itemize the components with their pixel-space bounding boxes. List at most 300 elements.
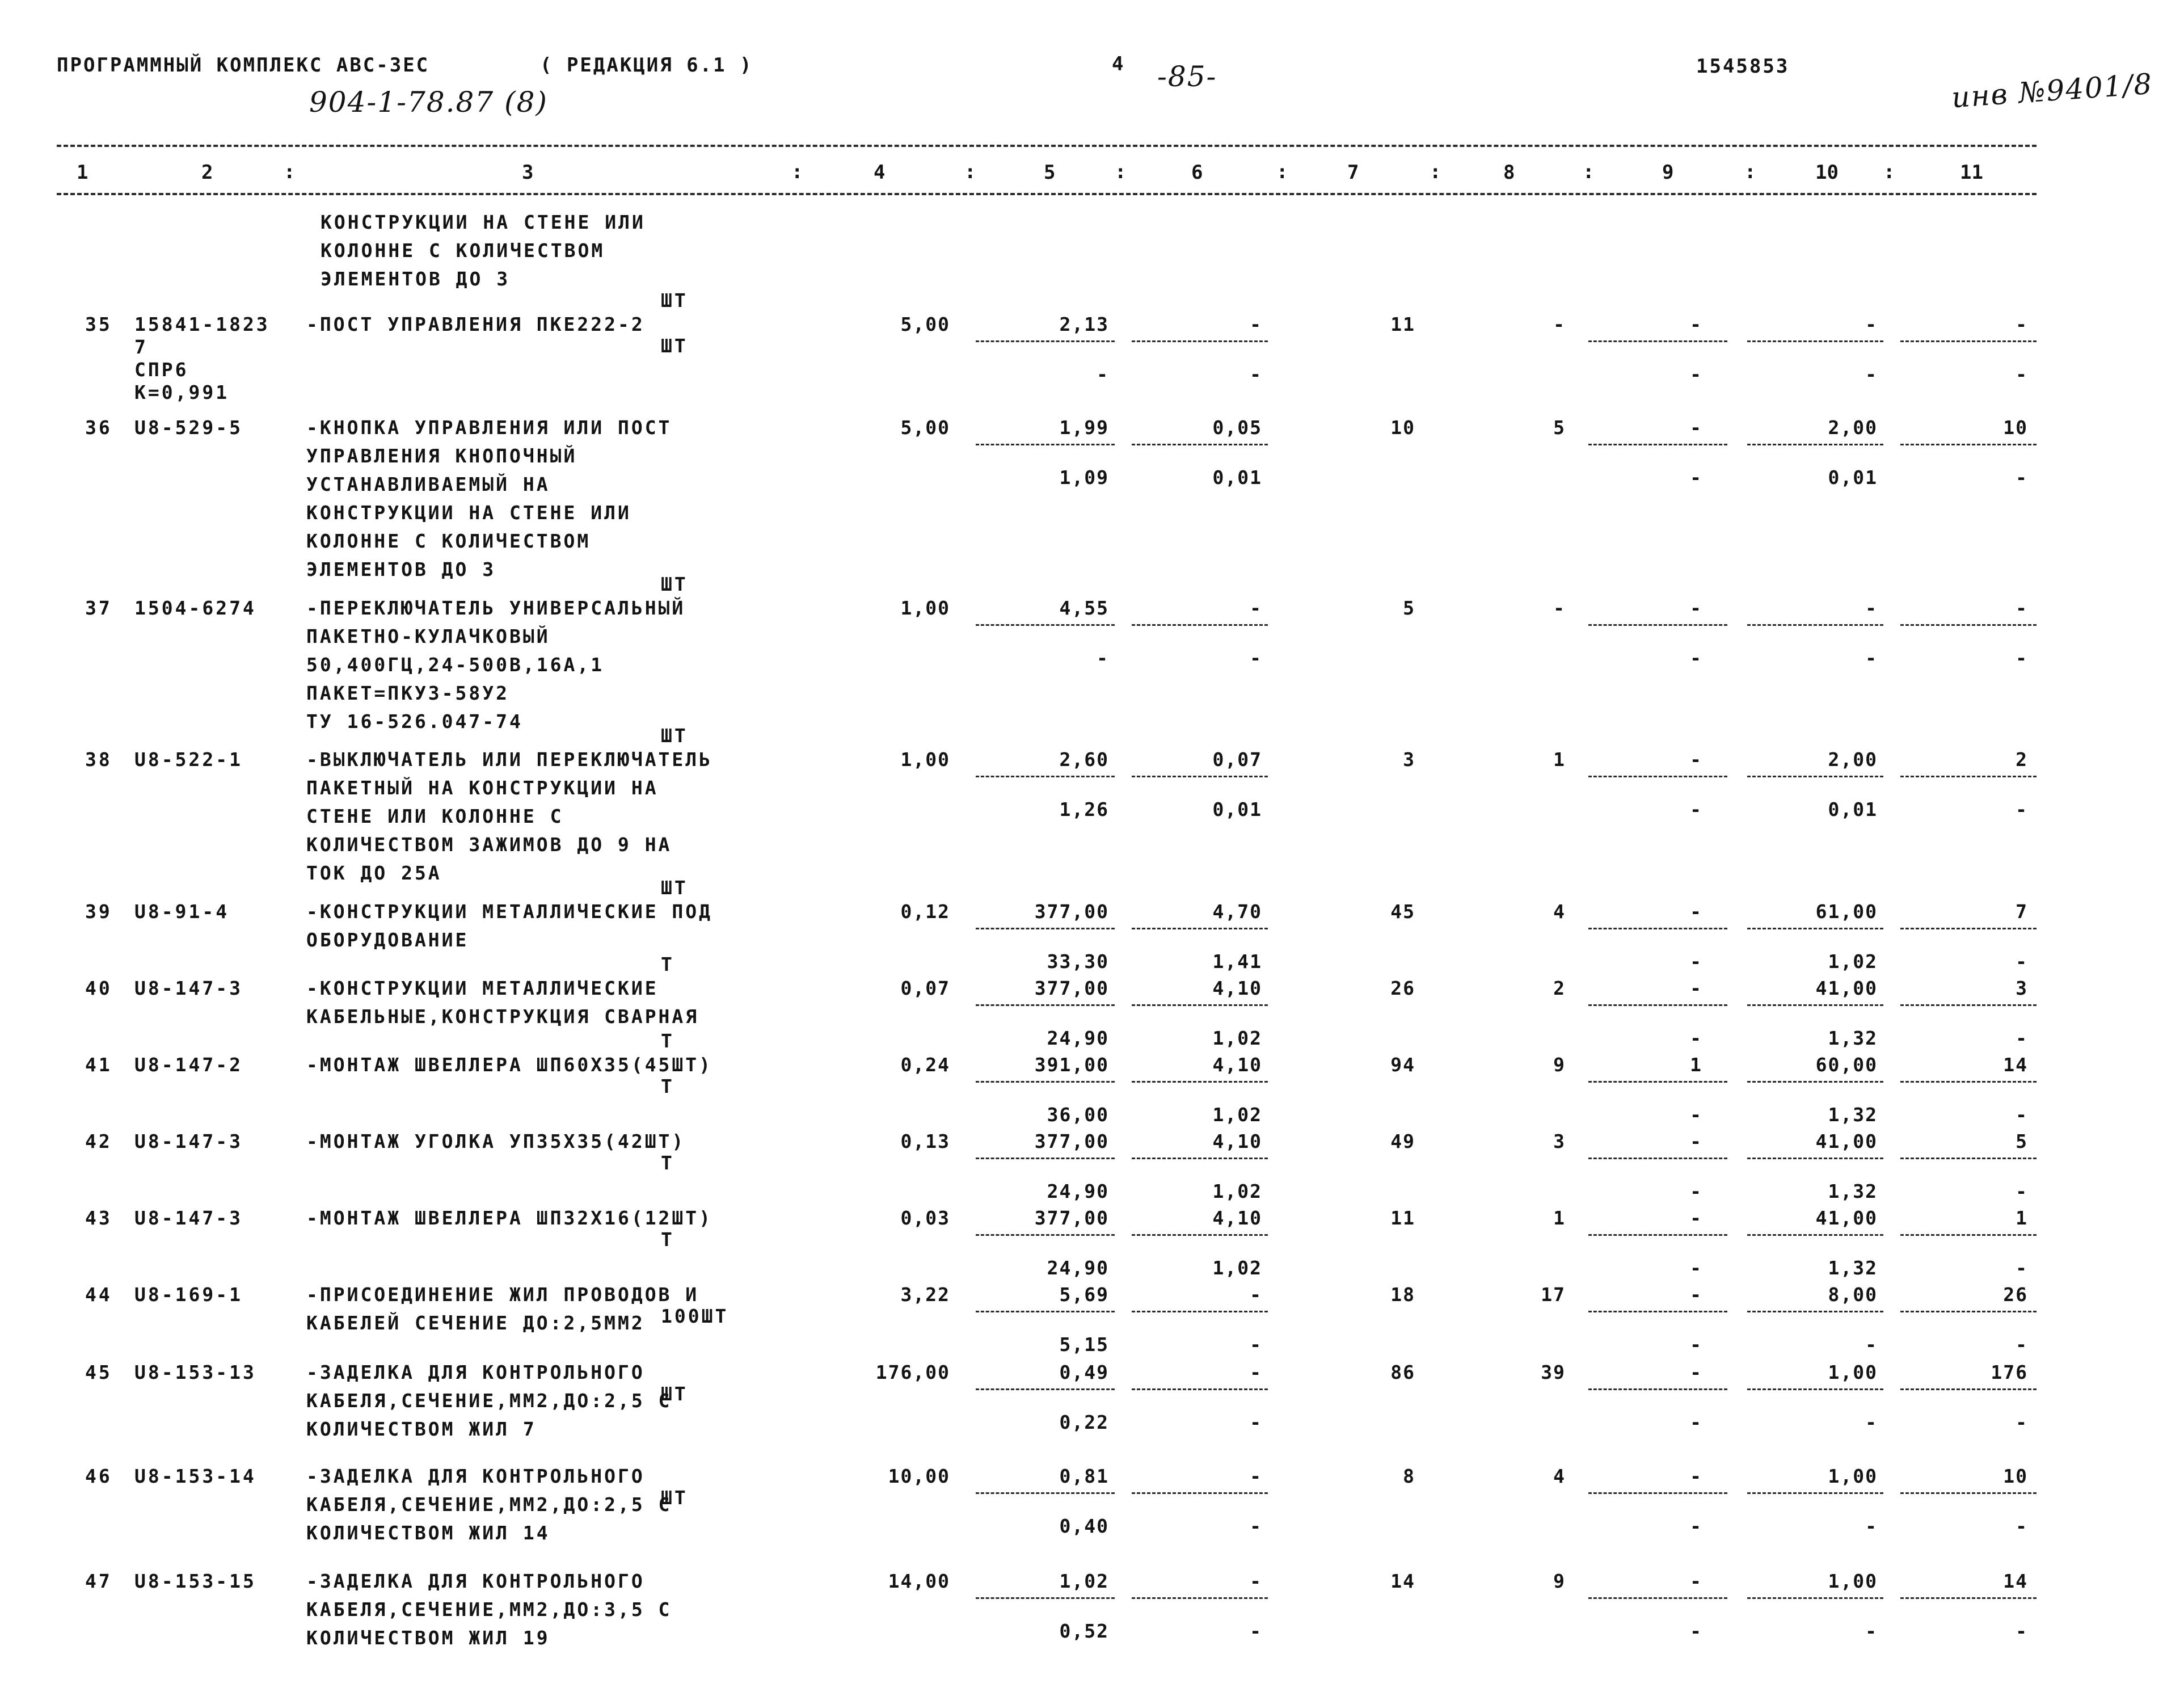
col6-value: - xyxy=(1250,1570,1262,1592)
col10-value-lower: 0,01 xyxy=(1828,466,1878,489)
col7-value: 5 xyxy=(1403,597,1415,619)
col4-quantity: 1,00 xyxy=(900,748,950,771)
cell-divider xyxy=(1747,1234,1883,1236)
col10-value: - xyxy=(1865,597,1878,619)
col9-value: - xyxy=(1690,1283,1702,1306)
col8-value: 1 xyxy=(1553,1207,1566,1229)
work-description-line: ОБОРУДОВАНИЕ xyxy=(306,929,469,951)
unit-label: ШТ xyxy=(661,335,688,357)
col11-value-lower: - xyxy=(2016,798,2028,820)
rate-code: U8-91-4 xyxy=(134,900,230,923)
col9-value-lower: - xyxy=(1690,1515,1702,1537)
cell-divider xyxy=(1900,1597,2037,1599)
cell-divider xyxy=(976,1311,1115,1312)
column-separator: : xyxy=(964,161,976,183)
col10-value-lower: - xyxy=(1865,647,1878,669)
col4-quantity: 0,24 xyxy=(900,1054,950,1076)
work-description-line: -ЗАДЕЛКА ДЛЯ КОНТРОЛЬНОГО xyxy=(306,1361,645,1383)
work-description-line: КОЛОННЕ С КОЛИЧЕСТВОМ xyxy=(306,530,591,552)
work-description-line: -КНОПКА УПРАВЛЕНИЯ ИЛИ ПОСТ xyxy=(306,416,672,439)
col10-value-lower: 1,02 xyxy=(1828,950,1878,973)
col5-value-lower: 1,09 xyxy=(1059,466,1109,489)
work-description-line: ТОК ДО 25А xyxy=(306,862,442,884)
work-description-line: КАБЕЛЯ,СЕЧЕНИЕ,ММ2,ДО:2,5 С xyxy=(306,1493,672,1516)
column-separator: : xyxy=(1583,161,1595,183)
project-code: 904-1-78.87 (8) xyxy=(309,86,548,119)
col5-value: 377,00 xyxy=(1034,1130,1109,1152)
cell-divider xyxy=(1747,1311,1883,1312)
cell-divider xyxy=(1588,1158,1727,1159)
col9-value: - xyxy=(1690,748,1702,771)
col9-value-lower: - xyxy=(1690,1027,1702,1049)
col11-value-lower: - xyxy=(2016,1411,2028,1433)
cell-divider xyxy=(1588,1311,1727,1312)
col11-value: 176 xyxy=(1991,1361,2028,1383)
col10-value: 8,00 xyxy=(1828,1283,1878,1306)
col5-value-lower: 0,40 xyxy=(1059,1515,1109,1537)
sheet-mark: 4 xyxy=(1112,53,1125,75)
col4-quantity: 0,12 xyxy=(900,900,950,923)
col6-value-lower: 1,02 xyxy=(1212,1257,1262,1279)
col9-value-lower: - xyxy=(1690,798,1702,820)
work-description-line: -МОНТАЖ ШВЕЛЛЕРА ШП60Х35(45ШТ) xyxy=(306,1054,713,1076)
col8-value: 4 xyxy=(1553,1465,1566,1487)
work-description-line: -ПОСТ УПРАВЛЕНИЯ ПКЕ222-2 xyxy=(306,313,645,335)
col6-value-lower: 1,41 xyxy=(1212,950,1262,973)
col7-value: 3 xyxy=(1403,748,1415,771)
rate-code-extra: К=0,991 xyxy=(134,381,230,403)
col5-value-lower: - xyxy=(1097,363,1109,385)
row-number: 45 xyxy=(85,1361,112,1383)
col6-value-lower: 0,01 xyxy=(1212,466,1262,489)
col6-value-lower: 1,02 xyxy=(1212,1027,1262,1049)
row-number: 47 xyxy=(85,1570,112,1592)
col4-quantity: 14,00 xyxy=(888,1570,950,1592)
col5-value-lower: 36,00 xyxy=(1047,1104,1109,1126)
col9-value-lower: - xyxy=(1690,1180,1702,1202)
col7-value: 10 xyxy=(1390,416,1415,439)
column-header-9: 9 xyxy=(1662,161,1674,184)
col5-value: 2,60 xyxy=(1059,748,1109,771)
work-description-line: КАБЕЛЬНЫЕ,КОНСТРУКЦИЯ СВАРНАЯ xyxy=(306,1005,699,1028)
unit-label: Т xyxy=(661,1075,674,1097)
col9-value: - xyxy=(1690,597,1702,619)
col11-value-lower: - xyxy=(2016,1333,2028,1356)
col8-value: 9 xyxy=(1553,1570,1566,1592)
col8-value: 9 xyxy=(1553,1054,1566,1076)
column-separator: : xyxy=(791,161,803,183)
column-header-2: 2 xyxy=(201,161,213,184)
cell-divider xyxy=(1132,624,1268,626)
col9-value-lower: - xyxy=(1690,363,1702,385)
rate-code: U8-153-15 xyxy=(134,1570,256,1592)
col5-value: 2,13 xyxy=(1059,313,1109,335)
page-number: -85- xyxy=(1157,60,1217,93)
row-number: 44 xyxy=(85,1283,112,1306)
work-description-line: ПАКЕТНО-КУЛАЧКОВЫЙ xyxy=(306,625,550,647)
rate-code: U8-153-14 xyxy=(134,1465,256,1487)
col11-value: - xyxy=(2016,597,2028,619)
column-header-5: 5 xyxy=(1044,161,1056,184)
col11-value: 1 xyxy=(2016,1207,2028,1229)
col4-quantity: 10,00 xyxy=(888,1465,950,1487)
rate-code: U8-147-3 xyxy=(134,977,243,999)
column-header-10: 10 xyxy=(1815,161,1839,184)
col7-value: 8 xyxy=(1403,1465,1415,1487)
col5-value-lower: 1,26 xyxy=(1059,798,1109,820)
col9-value-lower: - xyxy=(1690,1411,1702,1433)
cell-divider xyxy=(1588,1388,1727,1390)
cell-divider xyxy=(1747,928,1883,929)
rate-code: U8-147-2 xyxy=(134,1054,243,1076)
work-description-line: -МОНТАЖ УГОЛКА УП35Х35(42ШТ) xyxy=(306,1130,686,1152)
col11-value: 2 xyxy=(2016,748,2028,771)
rate-code: U8-522-1 xyxy=(134,748,243,771)
col10-value-lower: - xyxy=(1865,1515,1878,1537)
col8-value: 39 xyxy=(1541,1361,1566,1383)
rate-code: U8-147-3 xyxy=(134,1130,243,1152)
col8-value: 2 xyxy=(1553,977,1566,999)
row-number: 41 xyxy=(85,1054,112,1076)
col5-value: 4,55 xyxy=(1059,597,1109,619)
rate-code-extra: СПР6 xyxy=(134,359,189,381)
rate-code-extra: 7 xyxy=(134,336,148,358)
col10-value: 41,00 xyxy=(1815,977,1878,999)
column-separator: : xyxy=(1115,161,1127,183)
col11-value-lower: - xyxy=(2016,647,2028,669)
program-title: ПРОГРАММНЫЙ КОМПЛЕКС АВС-ЗЕС xyxy=(57,54,430,77)
col4-quantity: 1,00 xyxy=(900,597,950,619)
col8-value: - xyxy=(1553,313,1566,335)
cell-divider xyxy=(1132,1597,1268,1599)
col9-value-lower: - xyxy=(1690,1620,1702,1642)
cell-divider xyxy=(1747,1004,1883,1006)
work-description-line: КОЛИЧЕСТВОМ ЖИЛ 7 xyxy=(306,1418,537,1440)
col5-value-lower: 24,90 xyxy=(1047,1027,1109,1049)
col9-value: - xyxy=(1690,416,1702,439)
rate-code: U8-153-13 xyxy=(134,1361,256,1383)
col8-value: 1 xyxy=(1553,748,1566,771)
header-rule-bottom xyxy=(57,193,2037,195)
unit-label: Т xyxy=(661,1030,674,1052)
col5-value-lower: 0,22 xyxy=(1059,1411,1109,1433)
cell-divider xyxy=(1588,1004,1727,1006)
col7-value: 11 xyxy=(1390,1207,1415,1229)
inventory-note: инв №9401/8 xyxy=(1950,67,2154,115)
col11-value-lower: - xyxy=(2016,1180,2028,1202)
col9-value: - xyxy=(1690,313,1702,335)
unit-label: ШТ xyxy=(661,725,688,747)
col9-value-lower: - xyxy=(1690,950,1702,973)
work-description-line: -КОНСТРУКЦИИ МЕТАЛЛИЧЕСКИЕ xyxy=(306,977,659,999)
unit-label: 100ШТ xyxy=(661,1305,729,1327)
work-description-line: -ЗАДЕЛКА ДЛЯ КОНТРОЛЬНОГО xyxy=(306,1465,645,1487)
col6-value: 4,10 xyxy=(1212,1207,1262,1229)
cell-divider xyxy=(1900,624,2037,626)
unit-label: Т xyxy=(661,1152,674,1174)
cell-divider xyxy=(1588,776,1727,777)
col9-value: - xyxy=(1690,1570,1702,1592)
col9-value: - xyxy=(1690,1130,1702,1152)
col6-value: - xyxy=(1250,1361,1262,1383)
work-description-line: КАБЕЛЯ,СЕЧЕНИЕ,ММ2,ДО:3,5 С xyxy=(306,1598,672,1621)
row-number: 43 xyxy=(85,1207,112,1229)
work-description-line: ПАКЕТ=ПКУ3-58У2 xyxy=(306,682,510,704)
work-description-line: -ВЫКЛЮЧАТЕЛЬ ИЛИ ПЕРЕКЛЮЧАТЕЛЬ xyxy=(306,748,713,771)
cell-divider xyxy=(1747,624,1883,626)
col5-value-lower: 24,90 xyxy=(1047,1257,1109,1279)
work-description-line: ЭЛЕМЕНТОВ ДО 3 xyxy=(306,558,496,580)
work-description-line: 50,400ГЦ,24-500В,16А,1 xyxy=(306,654,605,676)
cell-divider xyxy=(1132,1158,1268,1159)
rate-code: U8-529-5 xyxy=(134,416,243,439)
col11-value: 3 xyxy=(2016,977,2028,999)
cell-divider xyxy=(976,1492,1115,1494)
col10-value-lower: - xyxy=(1865,1411,1878,1433)
row-number: 40 xyxy=(85,977,112,999)
column-header-6: 6 xyxy=(1191,161,1203,184)
cell-divider xyxy=(1747,1597,1883,1599)
col6-value-lower: - xyxy=(1250,1333,1262,1356)
work-description-line: КАБЕЛЕЙ СЕЧЕНИЕ ДО:2,5ММ2 xyxy=(306,1312,645,1334)
col10-value-lower: 0,01 xyxy=(1828,798,1878,820)
cell-divider xyxy=(1132,340,1268,342)
unit-label: ШТ xyxy=(661,573,688,595)
col8-value: 4 xyxy=(1553,900,1566,923)
col11-value: 14 xyxy=(2003,1570,2028,1592)
col11-value: - xyxy=(2016,313,2028,335)
unit-label: Т xyxy=(661,1228,674,1251)
cell-divider xyxy=(1588,1081,1727,1083)
cell-divider xyxy=(1132,928,1268,929)
cell-divider xyxy=(1900,1311,2037,1312)
col11-value: 14 xyxy=(2003,1054,2028,1076)
row-number: 35 xyxy=(85,313,112,335)
col6-value: - xyxy=(1250,597,1262,619)
cell-divider xyxy=(1132,1234,1268,1236)
row-number: 46 xyxy=(85,1465,112,1487)
col6-value: - xyxy=(1250,313,1262,335)
cell-divider xyxy=(1747,1158,1883,1159)
col9-value-lower: - xyxy=(1690,647,1702,669)
col6-value-lower: 1,02 xyxy=(1212,1180,1262,1202)
column-header-3: 3 xyxy=(522,161,534,184)
col11-value-lower: - xyxy=(2016,1104,2028,1126)
col5-value: 0,49 xyxy=(1059,1361,1109,1383)
work-description-line: -МОНТАЖ ШВЕЛЛЕРА ШП32Х16(12ШТ) xyxy=(306,1207,713,1229)
unit-label: Т xyxy=(661,953,674,975)
continued-description-line: КОЛОННЕ С КОЛИЧЕСТВОМ xyxy=(321,239,605,262)
col5-value: 377,00 xyxy=(1034,1207,1109,1229)
col6-value-lower: - xyxy=(1250,363,1262,385)
cell-divider xyxy=(1900,1388,2037,1390)
col6-value: 4,10 xyxy=(1212,1130,1262,1152)
col5-value-lower: 24,90 xyxy=(1047,1180,1109,1202)
col10-value-lower: - xyxy=(1865,1333,1878,1356)
col7-value: 26 xyxy=(1390,977,1415,999)
col5-value-lower: - xyxy=(1097,647,1109,669)
col9-value: - xyxy=(1690,900,1702,923)
col10-value-lower: 1,32 xyxy=(1828,1104,1878,1126)
col9-value-lower: - xyxy=(1690,1257,1702,1279)
cell-divider xyxy=(1588,340,1727,342)
col5-value: 391,00 xyxy=(1034,1054,1109,1076)
col5-value-lower: 33,30 xyxy=(1047,950,1109,973)
col6-value-lower: - xyxy=(1250,1620,1262,1642)
col4-quantity: 0,03 xyxy=(900,1207,950,1229)
col7-value: 94 xyxy=(1390,1054,1415,1076)
col5-value: 1,99 xyxy=(1059,416,1109,439)
cell-divider xyxy=(1132,1311,1268,1312)
work-description-line: СТЕНЕ ИЛИ КОЛОННЕ С xyxy=(306,805,564,827)
col9-value-lower: - xyxy=(1690,1333,1702,1356)
cell-divider xyxy=(976,1234,1115,1236)
cell-divider xyxy=(1588,1492,1727,1494)
col8-value: 17 xyxy=(1541,1283,1566,1306)
col11-value-lower: - xyxy=(2016,466,2028,489)
col10-value: 2,00 xyxy=(1828,416,1878,439)
col10-value-lower: 1,32 xyxy=(1828,1027,1878,1049)
unit-label: ШТ xyxy=(661,1487,688,1509)
cell-divider xyxy=(1747,444,1883,445)
work-description-line: -ПЕРЕКЛЮЧАТЕЛЬ УНИВЕРСАЛЬНЫЙ xyxy=(306,597,686,619)
column-separator: : xyxy=(284,161,296,183)
work-description-line: КОЛИЧЕСТВОМ ЖИЛ 14 xyxy=(306,1522,550,1544)
col10-value: 61,00 xyxy=(1815,900,1878,923)
work-description-line: -ПРИСОЕДИНЕНИЕ ЖИЛ ПРОВОДОВ И xyxy=(306,1283,699,1306)
column-separator: : xyxy=(1883,161,1895,183)
col11-value: 7 xyxy=(2016,900,2028,923)
cell-divider xyxy=(976,1004,1115,1006)
continued-description-line: ЭЛЕМЕНТОВ ДО 3 xyxy=(321,268,511,290)
col9-value: - xyxy=(1690,1207,1702,1229)
col11-value-lower: - xyxy=(2016,363,2028,385)
cell-divider xyxy=(1132,1492,1268,1494)
cell-divider xyxy=(1132,1388,1268,1390)
row-number: 42 xyxy=(85,1130,112,1152)
col7-value: 49 xyxy=(1390,1130,1415,1152)
col6-value: - xyxy=(1250,1465,1262,1487)
edition-label: ( РЕДАКЦИЯ 6.1 ) xyxy=(540,54,753,77)
document-number: 1545853 xyxy=(1696,55,1790,78)
work-description-line: УПРАВЛЕНИЯ КНОПОЧНЫЙ xyxy=(306,445,577,467)
unit-label: ШТ xyxy=(661,289,688,312)
col10-value-lower: 1,32 xyxy=(1828,1257,1878,1279)
col10-value: 60,00 xyxy=(1815,1054,1878,1076)
column-header-8: 8 xyxy=(1503,161,1515,184)
cell-divider xyxy=(1132,1004,1268,1006)
unit-label: ШТ xyxy=(661,1383,688,1405)
cell-divider xyxy=(1132,444,1268,445)
col5-value-lower: 5,15 xyxy=(1059,1333,1109,1356)
cell-divider xyxy=(1900,340,2037,342)
cell-divider xyxy=(1747,1081,1883,1083)
column-separator: : xyxy=(1430,161,1441,183)
col10-value-lower: 1,32 xyxy=(1828,1180,1878,1202)
work-description-line: КОЛИЧЕСТВОМ ЗАЖИМОВ ДО 9 НА xyxy=(306,834,672,856)
cell-divider xyxy=(1747,340,1883,342)
col6-value: 4,70 xyxy=(1212,900,1262,923)
col11-value: 5 xyxy=(2016,1130,2028,1152)
cell-divider xyxy=(1900,1004,2037,1006)
column-separator: : xyxy=(1744,161,1756,183)
col6-value-lower: - xyxy=(1250,647,1262,669)
cell-divider xyxy=(1747,1388,1883,1390)
col4-quantity: 176,00 xyxy=(875,1361,950,1383)
col4-quantity: 3,22 xyxy=(900,1283,950,1306)
col4-quantity: 0,13 xyxy=(900,1130,950,1152)
cell-divider xyxy=(1132,776,1268,777)
cell-divider xyxy=(976,776,1115,777)
col9-value: - xyxy=(1690,977,1702,999)
col11-value-lower: - xyxy=(2016,950,2028,973)
cell-divider xyxy=(976,624,1115,626)
col9-value: - xyxy=(1690,1465,1702,1487)
column-header-7: 7 xyxy=(1347,161,1359,184)
work-description-line: КОНСТРУКЦИИ НА СТЕНЕ ИЛИ xyxy=(306,502,631,524)
cell-divider xyxy=(1900,776,2037,777)
col6-value-lower: - xyxy=(1250,1515,1262,1537)
col5-value: 1,02 xyxy=(1059,1570,1109,1592)
col10-value: 1,00 xyxy=(1828,1465,1878,1487)
work-description-line: УСТАНАВЛИВАЕМЫЙ НА xyxy=(306,473,550,495)
col11-value: 10 xyxy=(2003,1465,2028,1487)
col9-value-lower: - xyxy=(1690,1104,1702,1126)
cell-divider xyxy=(1588,1234,1727,1236)
col8-value: - xyxy=(1553,597,1566,619)
col5-value: 377,00 xyxy=(1034,900,1109,923)
cell-divider xyxy=(976,1081,1115,1083)
cell-divider xyxy=(1747,1492,1883,1494)
cell-divider xyxy=(976,340,1115,342)
cell-divider xyxy=(1900,444,2037,445)
col9-value-lower: - xyxy=(1690,466,1702,489)
col11-value-lower: - xyxy=(2016,1620,2028,1642)
col4-quantity: 5,00 xyxy=(900,313,950,335)
column-header-4: 4 xyxy=(874,161,886,184)
rate-code: U8-147-3 xyxy=(134,1207,243,1229)
rate-code: U8-169-1 xyxy=(134,1283,243,1306)
continued-description-line: КОНСТРУКЦИИ НА СТЕНЕ ИЛИ xyxy=(321,211,646,233)
cell-divider xyxy=(1747,776,1883,777)
col8-value: 5 xyxy=(1553,416,1566,439)
cell-divider xyxy=(1588,624,1727,626)
col10-value: 1,00 xyxy=(1828,1570,1878,1592)
cell-divider xyxy=(976,928,1115,929)
cell-divider xyxy=(1900,1492,2037,1494)
col11-value: 26 xyxy=(2003,1283,2028,1306)
row-number: 36 xyxy=(85,416,112,439)
cell-divider xyxy=(976,444,1115,445)
work-description-line: -ЗАДЕЛКА ДЛЯ КОНТРОЛЬНОГО xyxy=(306,1570,645,1592)
col10-value-lower: - xyxy=(1865,363,1878,385)
col10-value: 2,00 xyxy=(1828,748,1878,771)
col10-value: 1,00 xyxy=(1828,1361,1878,1383)
col10-value: 41,00 xyxy=(1815,1207,1878,1229)
col11-value-lower: - xyxy=(2016,1027,2028,1049)
col7-value: 86 xyxy=(1390,1361,1415,1383)
col6-value: - xyxy=(1250,1283,1262,1306)
col5-value: 377,00 xyxy=(1034,977,1109,999)
rate-code: 15841-1823 xyxy=(134,313,270,335)
rate-code: 1504-6274 xyxy=(134,597,256,619)
cell-divider xyxy=(976,1158,1115,1159)
cell-divider xyxy=(1900,1234,2037,1236)
col6-value: 4,10 xyxy=(1212,977,1262,999)
header-rule-top xyxy=(57,145,2037,147)
col7-value: 14 xyxy=(1390,1570,1415,1592)
work-description-line: ТУ 16-526.047-74 xyxy=(306,710,523,733)
